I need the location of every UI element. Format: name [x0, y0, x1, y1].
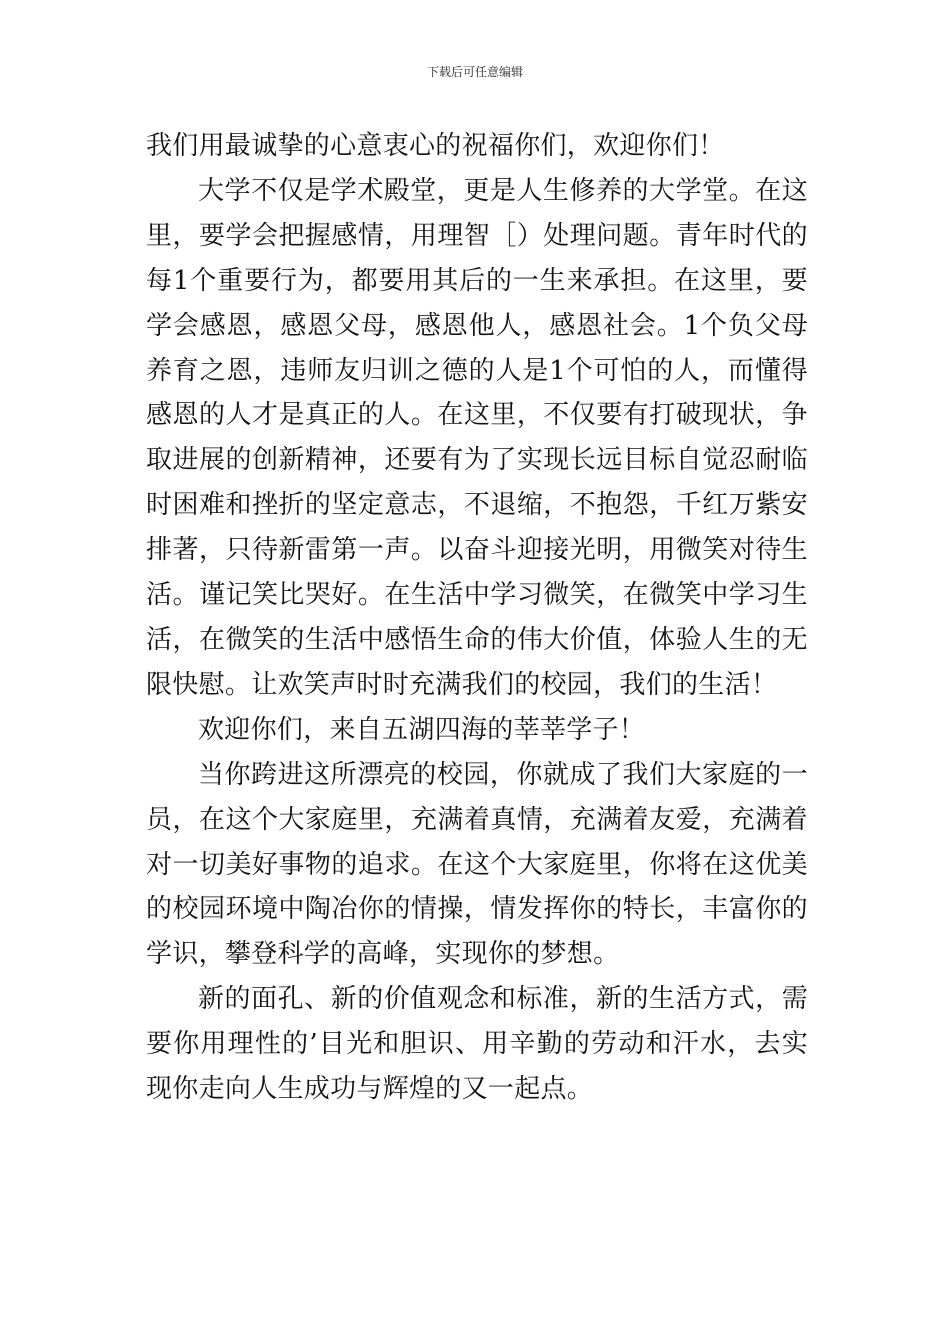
paragraph-welcome-closing: 我们用最诚挚的心意衷心的祝福你们，欢迎你们！ — [146, 131, 725, 161]
paragraph-welcome-students: 欢迎你们，来自五湖四海的莘莘学子！ — [198, 714, 646, 745]
paragraph-university-life: 大学不仅是学术殿堂，更是人生修养的大学堂。在这里，要学会把握感情，用理智［）处理问题。青年时代的每1个重要行为，都要用其后的一生来承担。在这里，要学会感恩，感恩父母，感恩他人，感恩社会。1个负父母养育之恩，违师友归训之德的人是1个可怕的人，而懂得感恩的人才是真正的人。在这里，不仅要有打破现状，争取进展的创新精神，还要有为了实现长远目标自觉忍耐临时困难和挫折的坚定意志，不退缩，不抱怨，千红万紫安排著，只待新雷第一声。以奋斗迎接光明，用微笑对待生活。谨记笑比哭好。在生活中学习微笑，在微笑中学习生活，在微笑的生活中感悟生命的伟大价值，体验人生的无限快慰。让欢笑声时时充满我们的校园，我们的生活！ — [146, 175, 808, 700]
document-body — [146, 124, 808, 1112]
paragraph-new-start: 新的面孔、新的价值观念和标准，新的生活方式，需要你用理性的’目光和胆识、用辛勤的劳动和汗水，去实现你走向人生成功与辉煌的又一起点。 — [146, 984, 808, 1105]
paragraph-campus-family: 当你跨进这所漂亮的校园，你就成了我们大家庭的一员，在这个大家庭里，充满着真情，充满着友爱，充满着对一切美好事物的追求。在这个大家庭里，你将在这优美的校园环境中陶冶你的情操，情发挥你的特长，丰富你的学识，攀登科学的高峰，实现你的梦想。 — [146, 759, 808, 970]
page-header: 下载后可任意编辑 — [426, 65, 523, 79]
